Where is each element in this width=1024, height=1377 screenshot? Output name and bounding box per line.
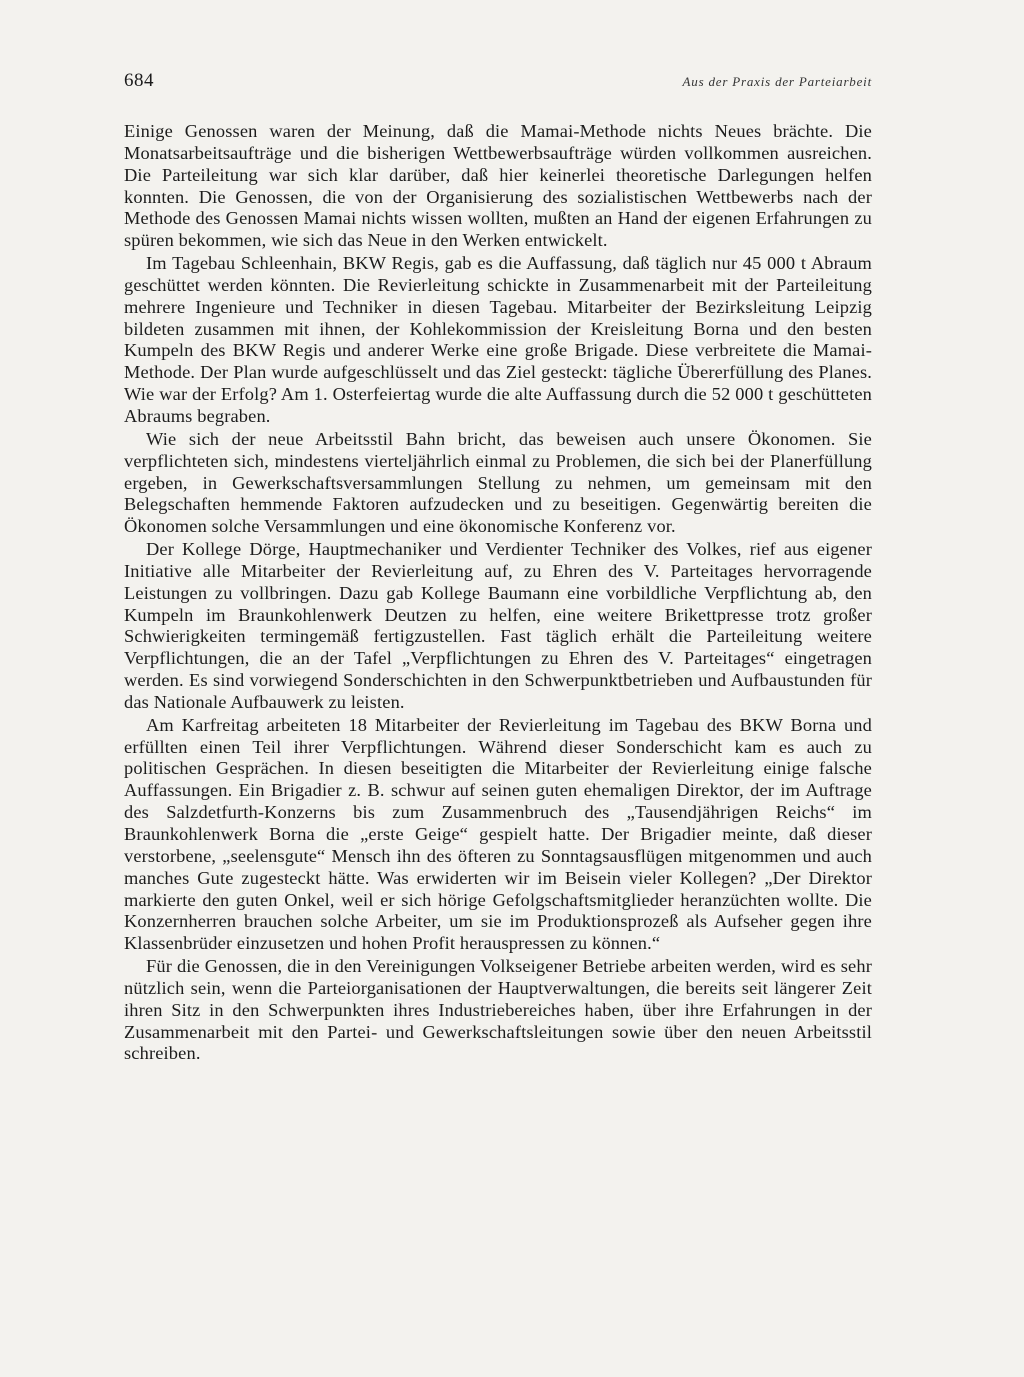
- page-header: [124, 70, 872, 94]
- paragraph-6: Für die Genossen, die in den Vereinigungen Volkseigener Betriebe arbeiten werden, wird es sehr nützlich sein, wenn die Parteiorganisationen der Hauptverwaltungen, die bereits seit längerer Zeit ihren Sitz in den Schwerpunkten ihres Industriebereiches haben, über ihre Erfahrungen in der Zusammenarbeit mit den Partei- und Gewerkschaftsleitungen sowie über den neuen Arbeitsstil schreiben.: [124, 956, 872, 1064]
- paragraph-4: Der Kollege Dörge, Hauptmechaniker und Verdienter Techniker des Volkes, rief aus eigener Initiative alle Mitarbeiter der Revierleitung auf, zu Ehren des V. Parteitages hervorragende Leistungen zu vollbringen. Dazu gab Kollege Baumann eine vorbildliche Verpflichtung ab, den Kumpeln im Braunkohlenwerk Deutzen zu helfen, eine weitere Brikettpresse trotz großer Schwierigkeiten termingemäß fertigzustellen. Fast täglich erhält die Parteileitung weitere Verpflichtungen, die an der Tafel „Verpflichtungen zu Ehren des V. Parteitages“ eingetragen werden. Es sind vorwiegend Sonderschichten in den Schwerpunktbetrieben und Aufbaustunden für das Nationale Aufbauwerk zu leisten.: [124, 539, 872, 712]
- body-text: [124, 121, 872, 1066]
- page-number: 684: [124, 70, 154, 91]
- running-title: Aus der Praxis der Parteiarbeit: [682, 74, 872, 89]
- paragraph-3: Wie sich der neue Arbeitsstil Bahn bricht, das beweisen auch unsere Ökonomen. Sie verpflichteten sich, mindestens vierteljährlich einmal zu Problemen, die sich bei der Planerfüllung ergeben, in Gewerkschaftsversammlungen Stellung zu nehmen, um gemeinsam mit den Belegschaften hemmende Faktoren aufzudecken und zu beseitigen. Gegenwärtig bereiten die Ökonomen solche Versammlungen und eine ökonomische Konferenz vor.: [124, 428, 872, 537]
- paragraph-1: Einige Genossen waren der Meinung, daß die Mamai-Methode nichts Neues brächte. Die Monatsarbeitsaufträge und die bisherigen Wettbewerbsaufträge würden vollkommen ausreichen. Die Parteileitung war sich klar darüber, daß hier keinerlei theoretische Darlegungen helfen konnten. Die Genossen, die von der Organisierung des sozialistischen Wettbewerbs nach der Methode des Genossen Mamai nichts wissen wollten, mußten an Hand der eigenen Erfahrungen zu spüren bekommen, wie sich das Neue in den Werken entwickelt.: [124, 121, 872, 251]
- paragraph-2: Im Tagebau Schleenhain, BKW Regis, gab es die Auffassung, daß täglich nur 45 000 t Abraum geschüttet werden könnten. Die Revierleitung schickte in Zusammenarbeit mit der Parteileitung mehrere Ingenieure und Techniker in diesen Tagebau. Mitarbeiter der Bezirksleitung Leipzig bildeten zusammen mit ihnen, der Kohlekommission der Kreisleitung Borna und den besten Kumpeln des BKW Regis und anderer Werke eine große Brigade. Diese verbreitete die Mamai-Methode. Der Plan wurde aufgeschlüsselt und das Ziel gesteckt: tägliche Übererfüllung des Planes. Wie war der Erfolg? Am 1. Osterfeiertag wurde die alte Auffassung durch die 52 000 t geschütteten Abraums begraben.: [124, 253, 872, 426]
- paragraph-5: Am Karfreitag arbeiteten 18 Mitarbeiter der Revierleitung im Tagebau des BKW Borna und erfüllten einen Teil ihrer Verpflichtungen. Während dieser Sonderschicht kam es auch zu politischen Gesprächen. In diesen beseitigten die Mitarbeiter der Revierleitung einige falsche Auffassungen. Ein Brigadier z. B. schwur auf seinen guten ehemaligen Direktor, der im Auftrage des Salzdetfurth-Konzerns bis zum Zusammenbruch des „Tausendjährigen Reichs“ im Braunkohlenwerk Borna die „erste Geige“ gespielt hatte. Der Brigadier meinte, daß dieser verstorbene, „seelensgute“ Mensch ihn des öfteren zu Sonntagsausflügen mitgenommen und auch manches Gute zugesteckt hätte. Was erwiderten wir im Beisein vieler Kollegen? „Der Direktor markierte den guten Onkel, weil er sich hörige Gefolgschaftsmitglieder heranzüchten wollte. Die Konzernherren brauchen solche Arbeiter, um sie im Produktionsprozeß als Aufseher gegen ihre Klassenbrüder einzusetzen und hohen Profit herauspressen zu können.“: [124, 714, 872, 954]
